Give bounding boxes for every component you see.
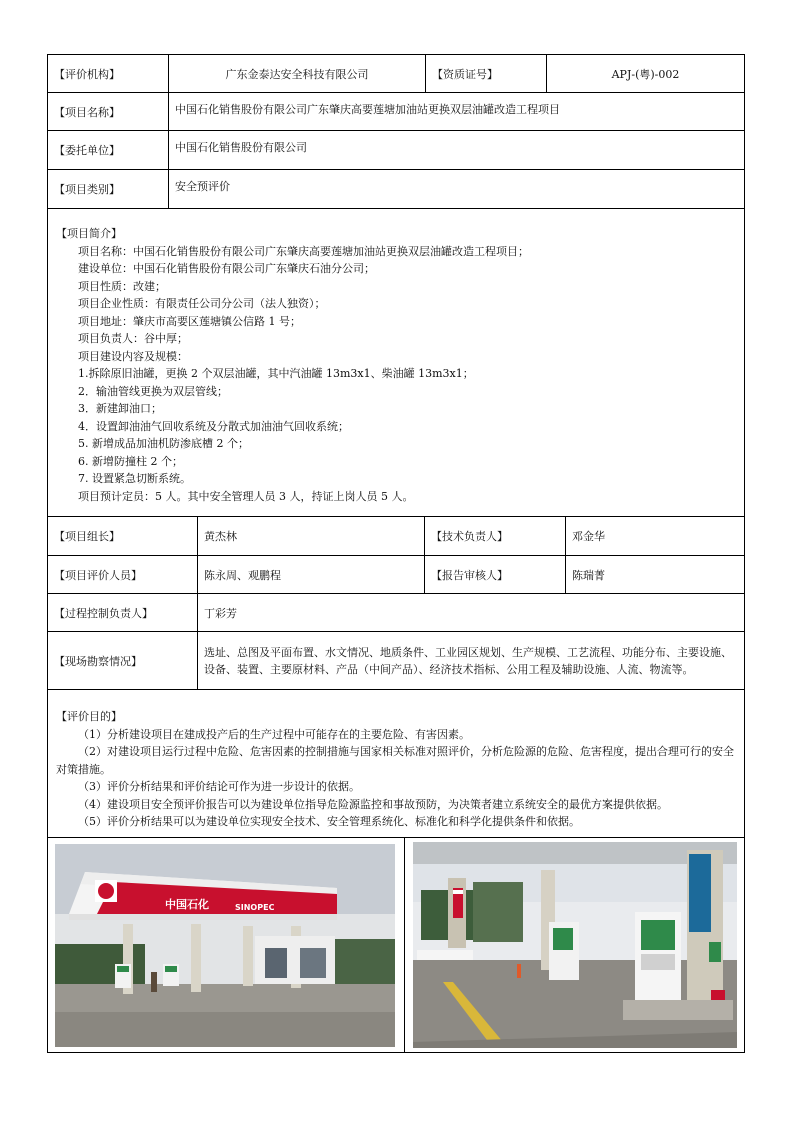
photo-divider xyxy=(404,838,405,1052)
tech-lead-label: 【技术负责人】 xyxy=(425,517,566,555)
client-value: 中国石化销售股份有限公司 xyxy=(175,141,307,154)
intro-line: 建设单位：中国石化销售股份有限公司广东肇庆石油分公司； xyxy=(78,262,375,275)
row-category xyxy=(48,170,744,209)
category-value: 安全预评价 xyxy=(175,180,230,193)
intro-line: 项目地址：肇庆市高要区莲塘镇公信路 1 号； xyxy=(78,314,301,328)
intro-line: 1.拆除原旧油罐，更换 2 个双层油罐，其中汽油罐 13m3x1、柴油罐 13m3x1； xyxy=(78,367,474,380)
survey-label: 【现场勘察情况】 xyxy=(48,632,198,689)
leader-value: 黄杰林 xyxy=(198,517,425,555)
project-name-label: 【项目名称】 xyxy=(48,93,169,130)
intro-line: 5. 新增成品加油机防渗底槽 2 个； xyxy=(78,437,249,450)
row-evaluators xyxy=(48,556,744,594)
purpose-item: （3）评价分析结果和评价结论可作为进一步设计的依据。 xyxy=(78,780,360,793)
purpose-heading: 【评价目的】 xyxy=(56,710,122,723)
org-label: 【评价机构】 xyxy=(48,55,169,92)
project-name-value: 中国石化销售股份有限公司广东肇庆高要莲塘加油站更换双层油罐改造工程项目 xyxy=(175,103,560,116)
process-value: 丁彩芳 xyxy=(204,606,237,620)
intro-line: 6. 新增防撞柱 2 个； xyxy=(78,454,183,468)
intro-line: 7. 设置紧急切断系统。 xyxy=(78,472,191,485)
cert-value: APJ-(粤)-002 xyxy=(611,67,680,81)
purpose-item: （5）评价分析结果可以为建设单位实现安全技术、安全管理系统化、标准化和科学化提供条件和依据。 xyxy=(78,815,580,828)
row-organization xyxy=(48,55,744,93)
project-intro xyxy=(48,209,744,517)
intro-line: 项目建设内容及规模： xyxy=(78,349,188,363)
station-front-photo xyxy=(55,844,395,1047)
leader-label: 【项目组长】 xyxy=(48,517,198,555)
intro-line: 项目企业性质：有限责任公司分公司（法人独资）； xyxy=(78,297,326,310)
evaluators-label: 【项目评价人员】 xyxy=(48,556,198,593)
intro-line: 3．新建卸油口； xyxy=(78,402,162,415)
row-client xyxy=(48,131,744,170)
evaluation-purpose xyxy=(48,690,744,838)
reviewer-value: 陈瑞菁 xyxy=(572,568,605,582)
purpose-item: （2）对建设项目运行过程中危险、危害因素的控制措施与国家相关标准对照评价，分析危险源的危险、危害程度，提出合理可行的安全对策措施。 xyxy=(56,745,734,776)
canopy-sign-text: 中国石化 xyxy=(165,898,209,911)
row-project-name xyxy=(48,93,744,131)
intro-line: 项目预计定员：5 人。其中安全管理人员 3 人，持证上岗人员 5 人。 xyxy=(78,489,414,503)
row-leader xyxy=(48,517,744,556)
tech-lead-value: 邓金华 xyxy=(572,530,605,543)
site-photos xyxy=(48,838,744,1052)
intro-line: 项目名称：中国石化销售股份有限公司广东肇庆高要莲塘加油站更换双层油罐改造工程项目； xyxy=(78,244,529,258)
purpose-item: （4）建设项目安全预评价报告可以为建设单位指导危险源监控和事故预防，为决策者建立系统安全的最优方案提供依据。 xyxy=(78,797,668,811)
survey-value: 选址、总图及平面布置、水文情况、地质条件、工业园区规划、生产规模、工艺流程、功能分布、主要设施、设备、装置、主要原材料、产品（中间产品）、经济技术指标、公用工程及辅助设施、人流、物流等。 xyxy=(204,645,732,676)
intro-line: 2．输油管线更换为双层管线； xyxy=(78,384,228,398)
purpose-item: （1）分析建设项目在建成投产后的生产过程中可能存在的主要危险、有害因素。 xyxy=(78,727,470,741)
evaluation-info-table xyxy=(47,54,745,1053)
row-process-control xyxy=(48,594,744,632)
dispenser-photo xyxy=(413,842,737,1048)
row-survey xyxy=(48,632,744,690)
category-label: 【项目类别】 xyxy=(48,170,169,208)
org-value: 广东金泰达安全科技有限公司 xyxy=(169,55,426,92)
client-label: 【委托单位】 xyxy=(48,131,169,169)
intro-line: 项目性质：改建； xyxy=(78,279,166,293)
process-label: 【过程控制负责人】 xyxy=(48,594,198,631)
canopy-brand-text: SINOPEC xyxy=(235,903,275,912)
intro-heading: 【项目简介】 xyxy=(56,227,122,240)
cert-label: 【资质证号】 xyxy=(426,55,547,92)
intro-lines xyxy=(56,243,736,506)
intro-line: 4．设置卸油油气回收系统及分散式加油油气回收系统； xyxy=(78,419,349,433)
reviewer-label: 【报告审核人】 xyxy=(425,556,566,593)
intro-line: 项目负责人：谷中厚； xyxy=(78,332,188,345)
evaluators-value: 陈永周、观鹏程 xyxy=(198,556,425,593)
